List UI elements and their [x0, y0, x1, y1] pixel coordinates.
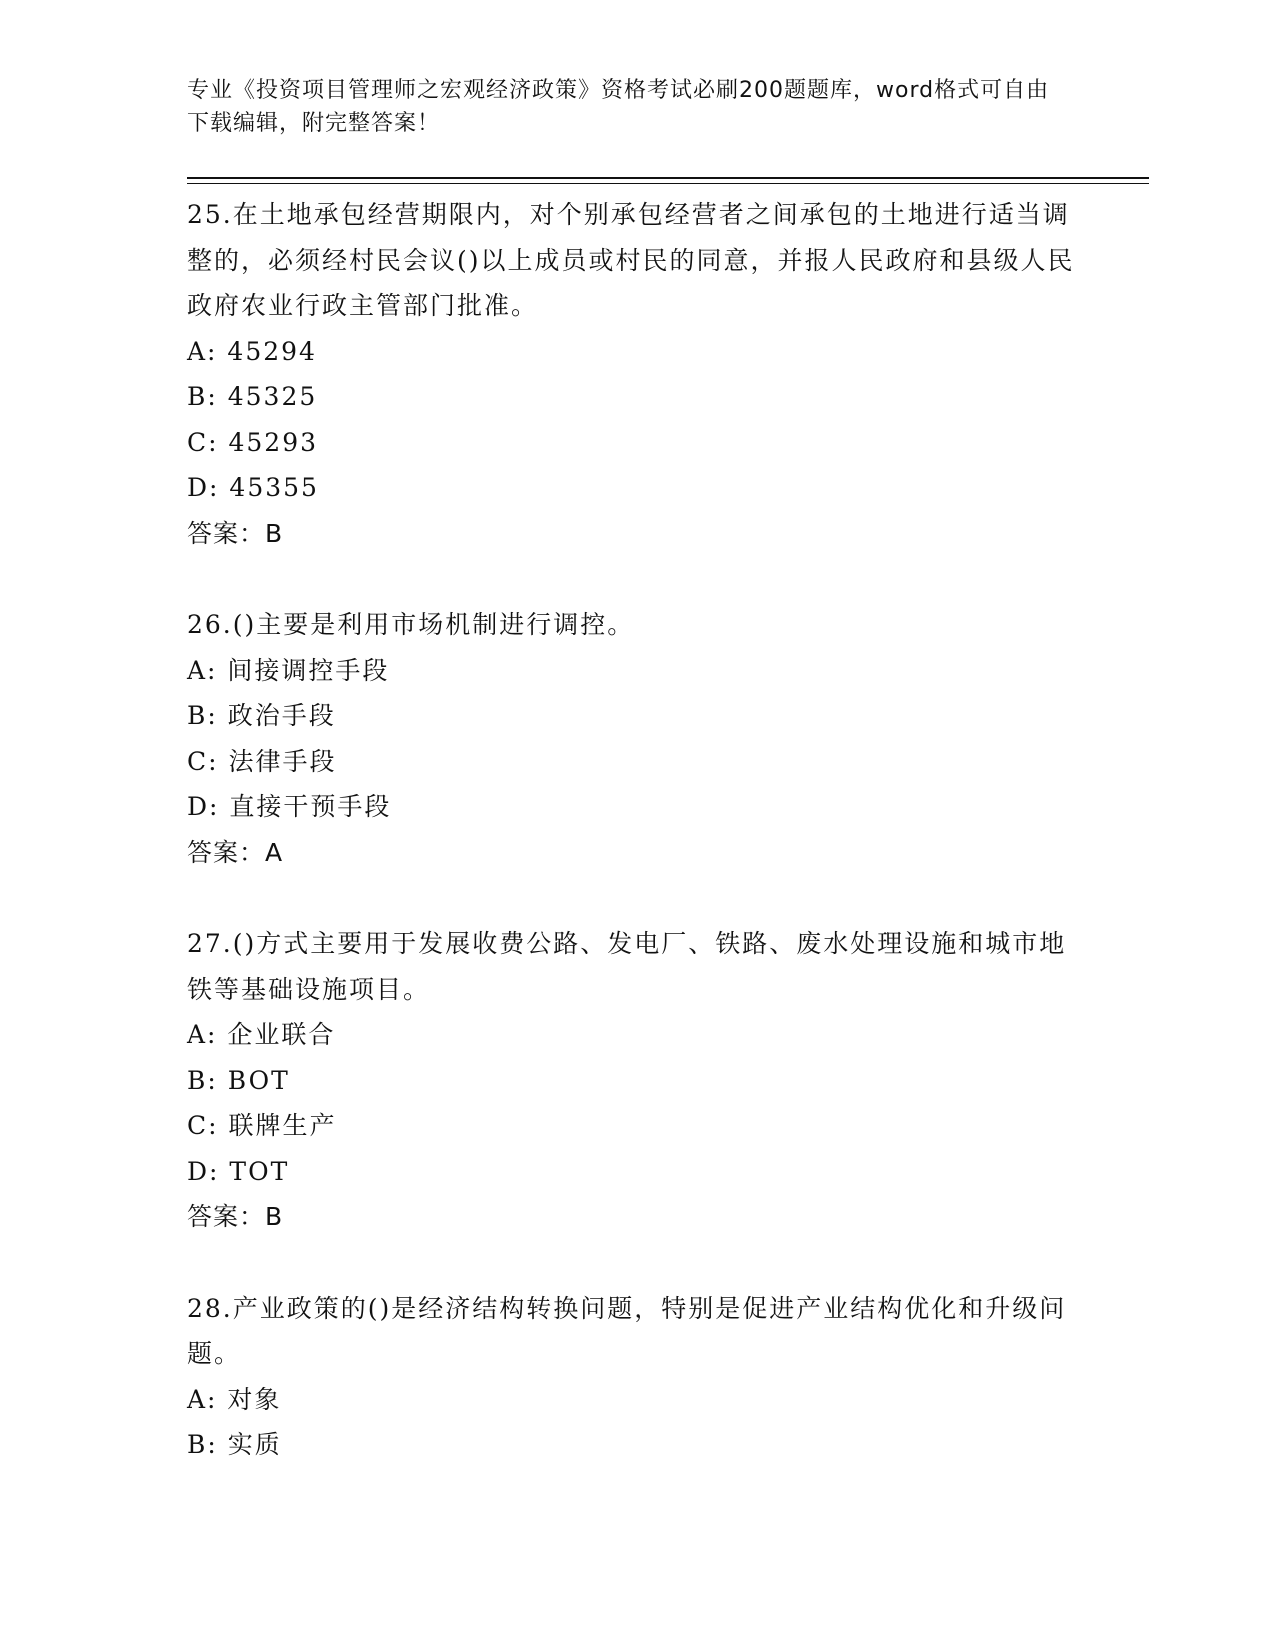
spacer [187, 1240, 1087, 1285]
answer: 答案：B [187, 518, 284, 548]
question-text: 27.()方式主要用于发展收费公路、发电厂、铁路、废水处理设施和城市地铁等基础设施项目。 [187, 929, 1067, 1004]
option-c: C: 法律手段 [187, 746, 337, 776]
answer: 答案：A [187, 837, 284, 867]
option-d: D: TOT [187, 1156, 290, 1186]
option-b: B: 实质 [187, 1430, 282, 1459]
option-a: A: 间接调控手段 [187, 655, 390, 685]
option-c: C: 联牌生产 [187, 1111, 337, 1140]
option-a: A: 45294 [187, 336, 317, 366]
question-text: 28.产业政策的()是经济结构转换问题，特别是促进产业结构优化和升级问题。 [187, 1293, 1067, 1368]
spacer [187, 556, 1087, 601]
option-a: A: 对象 [187, 1384, 282, 1414]
document-header [187, 74, 1067, 140]
header-divider-thick [187, 177, 1149, 179]
question-26 [187, 601, 1087, 875]
header-divider-thin [187, 183, 1149, 184]
option-c: C: 45293 [187, 427, 319, 457]
question-text: 26.()主要是利用市场机制进行调控。 [187, 610, 635, 639]
question-list [187, 191, 1087, 1468]
option-b: B: 45325 [187, 382, 318, 411]
option-d: D: 直接干预手段 [187, 792, 392, 821]
question-28 [187, 1285, 1087, 1468]
answer: 答案：B [187, 1202, 284, 1231]
question-27 [187, 920, 1087, 1240]
option-d: D: 45355 [187, 473, 319, 502]
question-25 [187, 191, 1087, 556]
option-b: B: BOT [187, 1065, 290, 1095]
question-text: 25.在土地承包经营期限内，对个别承包经营者之间承包的土地进行适当调整的，必须经村民会议()以上成员或村民的同意，并报人民政府和县级人民政府农业行政主管部门批准。 [187, 200, 1075, 320]
option-b: B: 政治手段 [187, 701, 336, 730]
option-a: A: 企业联合 [187, 1020, 336, 1049]
spacer [187, 875, 1087, 920]
header-text: 专业《投资项目管理师之宏观经济政策》资格考试必刷200题题库，word格式可自由下载编辑，附完整答案！ [187, 78, 1050, 136]
